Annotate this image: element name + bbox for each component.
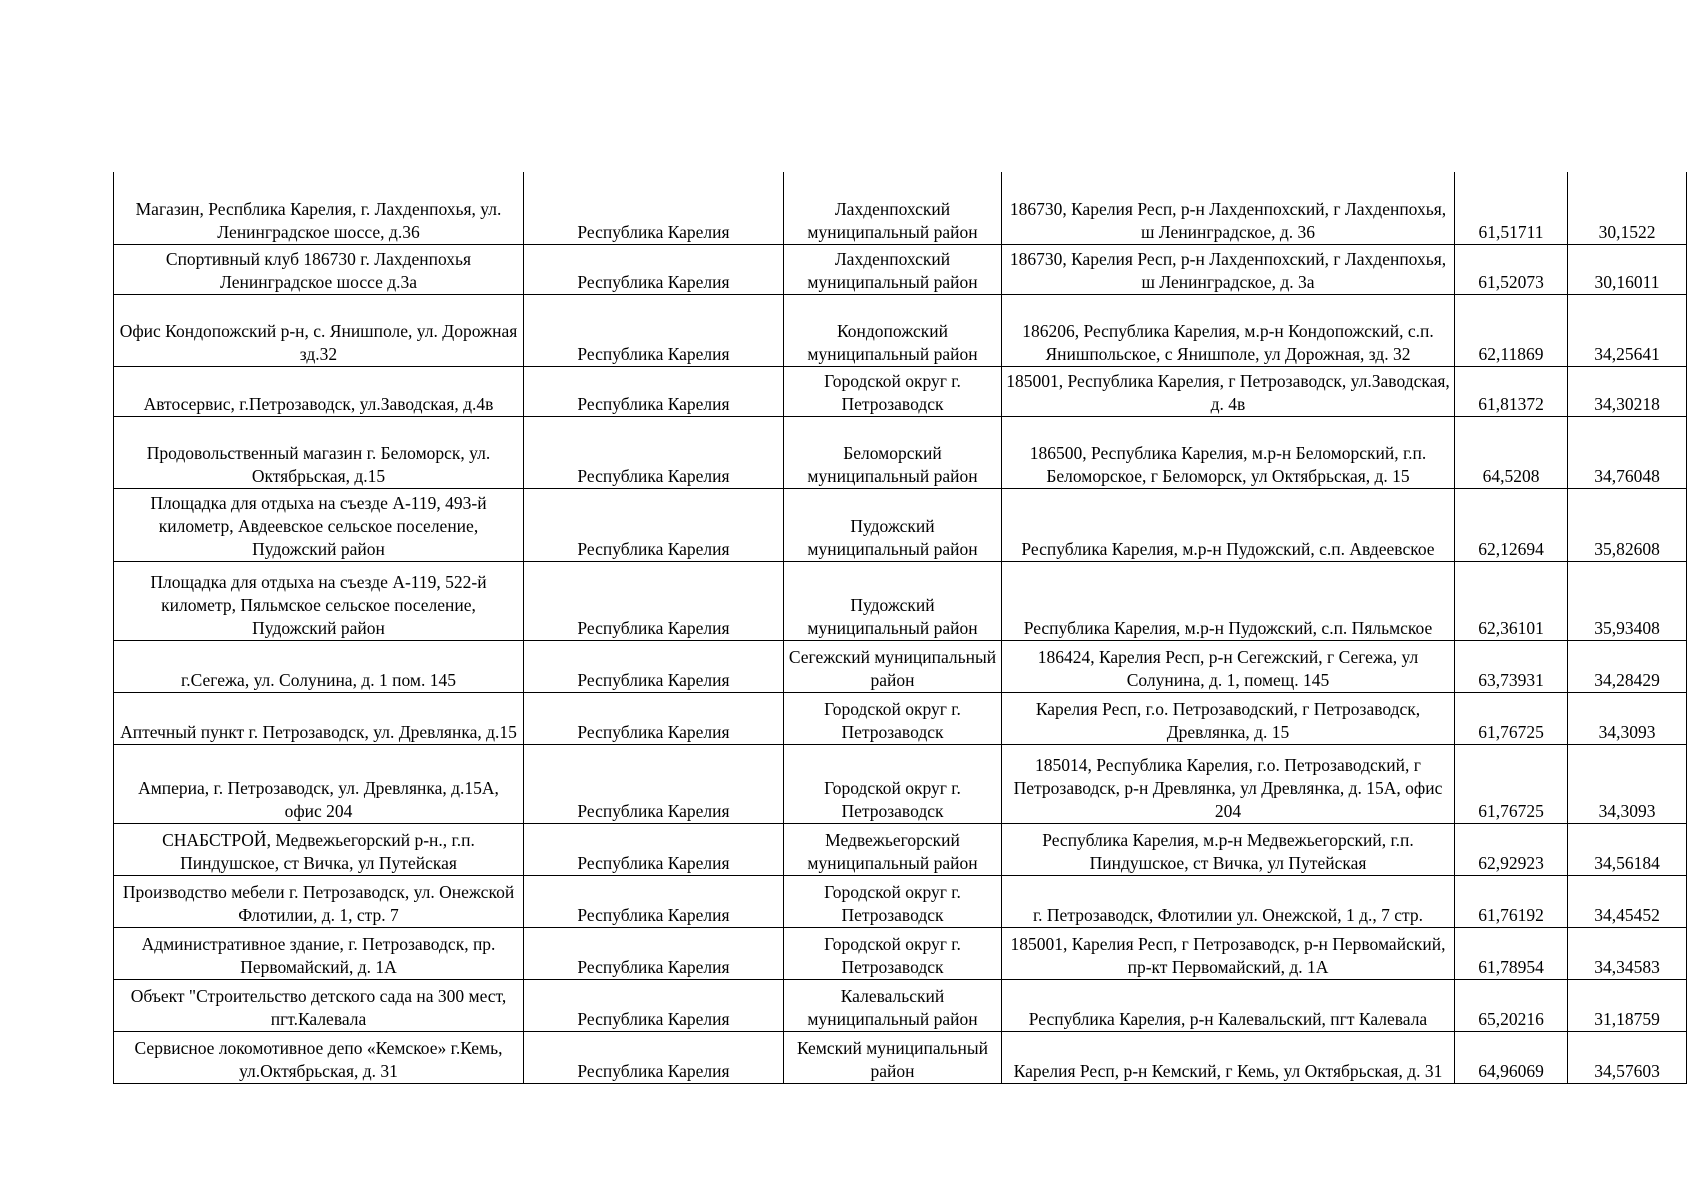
region-cell: Республика Карелия: [524, 294, 784, 366]
latitude-cell: 65,20216: [1455, 979, 1568, 1031]
district-cell: Беломорский муниципальный район: [784, 416, 1002, 488]
region-cell: Республика Карелия: [524, 1031, 784, 1083]
latitude-cell: 61,51711: [1455, 172, 1568, 244]
district-cell: Городской округ г. Петрозаводск: [784, 927, 1002, 979]
region-cell: Республика Карелия: [524, 979, 784, 1031]
district-cell: Городской округ г. Петрозаводск: [784, 366, 1002, 416]
region-cell: Республика Карелия: [524, 823, 784, 875]
longitude-cell: 34,28429: [1568, 640, 1687, 692]
district-cell: Лахденпохский муниципальный район: [784, 244, 1002, 294]
table-row: [114, 640, 1687, 692]
address-cell: Республика Карелия, м.р-н Пудожский, с.п. Пяльмское: [1002, 561, 1455, 640]
district-cell: Кондопожский муниципальный район: [784, 294, 1002, 366]
object-name-cell: Административное здание, г. Петрозаводск, пр. Первомайский, д. 1А: [114, 927, 524, 979]
locations-table: [113, 172, 1687, 1084]
longitude-cell: 34,30218: [1568, 366, 1687, 416]
district-cell: Калевальский муниципальный район: [784, 979, 1002, 1031]
address-cell: 186206, Республика Карелия, м.р-н Кондопожский, с.п. Янишпольское, с Янишполе, ул Дорожная, зд. 32: [1002, 294, 1455, 366]
table-row: [114, 244, 1687, 294]
address-cell: Республика Карелия, м.р-н Медвежьегорский, г.п. Пиндушское, ст Вичка, ул Путейская: [1002, 823, 1455, 875]
latitude-cell: 61,76192: [1455, 875, 1568, 927]
address-cell: 185014, Республика Карелия, г.о. Петрозаводский, г Петрозаводск, р-н Древлянка, ул Древлянка, д. 15А, офис 204: [1002, 744, 1455, 823]
longitude-cell: 34,3093: [1568, 692, 1687, 744]
table-row: [114, 875, 1687, 927]
district-cell: Городской округ г. Петрозаводск: [784, 692, 1002, 744]
table-row: [114, 172, 1687, 244]
district-cell: Пудожский муниципальный район: [784, 488, 1002, 561]
table-row: [114, 927, 1687, 979]
object-name-cell: г.Сегежа, ул. Солунина, д. 1 пом. 145: [114, 640, 524, 692]
table-row: [114, 294, 1687, 366]
region-cell: Республика Карелия: [524, 692, 784, 744]
longitude-cell: 31,18759: [1568, 979, 1687, 1031]
address-cell: Республика Карелия, м.р-н Пудожский, с.п. Авдеевское: [1002, 488, 1455, 561]
table-row: [114, 823, 1687, 875]
latitude-cell: 61,76725: [1455, 692, 1568, 744]
object-name-cell: Объект "Строительство детского сада на 300 мест, пгт.Калевала: [114, 979, 524, 1031]
longitude-cell: 34,25641: [1568, 294, 1687, 366]
object-name-cell: СНАБСТРОЙ, Медвежьегорский р-н., г.п. Пиндушское, ст Вичка, ул Путейская: [114, 823, 524, 875]
address-cell: 186424, Карелия Респ, р-н Сегежский, г Сегежа, ул Солунина, д. 1, помещ. 145: [1002, 640, 1455, 692]
address-cell: г. Петрозаводск, Флотилии ул. Онежской, 1 д., 7 стр.: [1002, 875, 1455, 927]
region-cell: Республика Карелия: [524, 927, 784, 979]
object-name-cell: Продовольственный магазин г. Беломорск, ул. Октябрьская, д.15: [114, 416, 524, 488]
table-row: [114, 488, 1687, 561]
latitude-cell: 61,52073: [1455, 244, 1568, 294]
address-cell: 186730, Карелия Респ, р-н Лахденпохский, г Лахденпохья, ш Ленинградское, д. 36: [1002, 172, 1455, 244]
region-cell: Республика Карелия: [524, 640, 784, 692]
table-row: [114, 1031, 1687, 1083]
latitude-cell: 64,96069: [1455, 1031, 1568, 1083]
region-cell: Республика Карелия: [524, 561, 784, 640]
object-name-cell: Ампериа, г. Петрозаводск, ул. Древлянка, д.15А, офис 204: [114, 744, 524, 823]
longitude-cell: 35,93408: [1568, 561, 1687, 640]
latitude-cell: 62,11869: [1455, 294, 1568, 366]
table-row: [114, 366, 1687, 416]
longitude-cell: 34,34583: [1568, 927, 1687, 979]
district-cell: Сегежский муниципальный район: [784, 640, 1002, 692]
address-cell: Карелия Респ, г.о. Петрозаводский, г Петрозаводск, Древлянка, д. 15: [1002, 692, 1455, 744]
table-row: [114, 692, 1687, 744]
latitude-cell: 61,76725: [1455, 744, 1568, 823]
table-row: [114, 744, 1687, 823]
longitude-cell: 34,56184: [1568, 823, 1687, 875]
longitude-cell: 30,1522: [1568, 172, 1687, 244]
region-cell: Республика Карелия: [524, 244, 784, 294]
longitude-cell: 34,76048: [1568, 416, 1687, 488]
region-cell: Республика Карелия: [524, 172, 784, 244]
latitude-cell: 64,5208: [1455, 416, 1568, 488]
longitude-cell: 35,82608: [1568, 488, 1687, 561]
region-cell: Республика Карелия: [524, 488, 784, 561]
address-cell: 185001, Республика Карелия, г Петрозаводск, ул.Заводская, д. 4в: [1002, 366, 1455, 416]
table-row: [114, 561, 1687, 640]
address-cell: Республика Карелия, р-н Калевальский, пгт Калевала: [1002, 979, 1455, 1031]
object-name-cell: Площадка для отдыха на съезде А-119, 522-й километр, Пяльмское сельское поселение, Пудожский район: [114, 561, 524, 640]
address-cell: 185001, Карелия Респ, г Петрозаводск, р-н Первомайский, пр-кт Первомайский, д. 1А: [1002, 927, 1455, 979]
latitude-cell: 62,36101: [1455, 561, 1568, 640]
district-cell: Городской округ г. Петрозаводск: [784, 875, 1002, 927]
object-name-cell: Аптечный пункт г. Петрозаводск, ул. Древлянка, д.15: [114, 692, 524, 744]
district-cell: Пудожский муниципальный район: [784, 561, 1002, 640]
table-row: [114, 979, 1687, 1031]
longitude-cell: 34,45452: [1568, 875, 1687, 927]
district-cell: Лахденпохский муниципальный район: [784, 172, 1002, 244]
object-name-cell: Автосервис, г.Петрозаводск, ул.Заводская, д.4в: [114, 366, 524, 416]
longitude-cell: 30,16011: [1568, 244, 1687, 294]
longitude-cell: 34,57603: [1568, 1031, 1687, 1083]
latitude-cell: 61,78954: [1455, 927, 1568, 979]
object-name-cell: Сервисное локомотивное депо «Кемское» г.Кемь, ул.Октябрьская, д. 31: [114, 1031, 524, 1083]
object-name-cell: Спортивный клуб 186730 г. Лахденпохья Ленинградское шоссе д.3а: [114, 244, 524, 294]
object-name-cell: Производство мебели г. Петрозаводск, ул. Онежской Флотилии, д. 1, стр. 7: [114, 875, 524, 927]
region-cell: Республика Карелия: [524, 744, 784, 823]
longitude-cell: 34,3093: [1568, 744, 1687, 823]
object-name-cell: Магазин, Респблика Карелия, г. Лахденпохья, ул. Ленинградское шоссе, д.36: [114, 172, 524, 244]
object-name-cell: Офис Кондопожский р-н, с. Янишполе, ул. Дорожная зд.32: [114, 294, 524, 366]
latitude-cell: 61,81372: [1455, 366, 1568, 416]
table-row: [114, 416, 1687, 488]
latitude-cell: 62,92923: [1455, 823, 1568, 875]
district-cell: Кемский муниципальный район: [784, 1031, 1002, 1083]
district-cell: Городской округ г. Петрозаводск: [784, 744, 1002, 823]
latitude-cell: 63,73931: [1455, 640, 1568, 692]
address-cell: 186730, Карелия Респ, р-н Лахденпохский, г Лахденпохья, ш Ленинградское, д. 3а: [1002, 244, 1455, 294]
address-cell: Карелия Респ, р-н Кемский, г Кемь, ул Октябрьская, д. 31: [1002, 1031, 1455, 1083]
region-cell: Республика Карелия: [524, 416, 784, 488]
region-cell: Республика Карелия: [524, 366, 784, 416]
address-cell: 186500, Республика Карелия, м.р-н Беломорский, г.п. Беломорское, г Беломорск, ул Октябрьская, д. 15: [1002, 416, 1455, 488]
region-cell: Республика Карелия: [524, 875, 784, 927]
object-name-cell: Площадка для отдыха на съезде А-119, 493-й километр, Авдеевское сельское поселение, Пудожский район: [114, 488, 524, 561]
latitude-cell: 62,12694: [1455, 488, 1568, 561]
district-cell: Медвежьегорский муниципальный район: [784, 823, 1002, 875]
